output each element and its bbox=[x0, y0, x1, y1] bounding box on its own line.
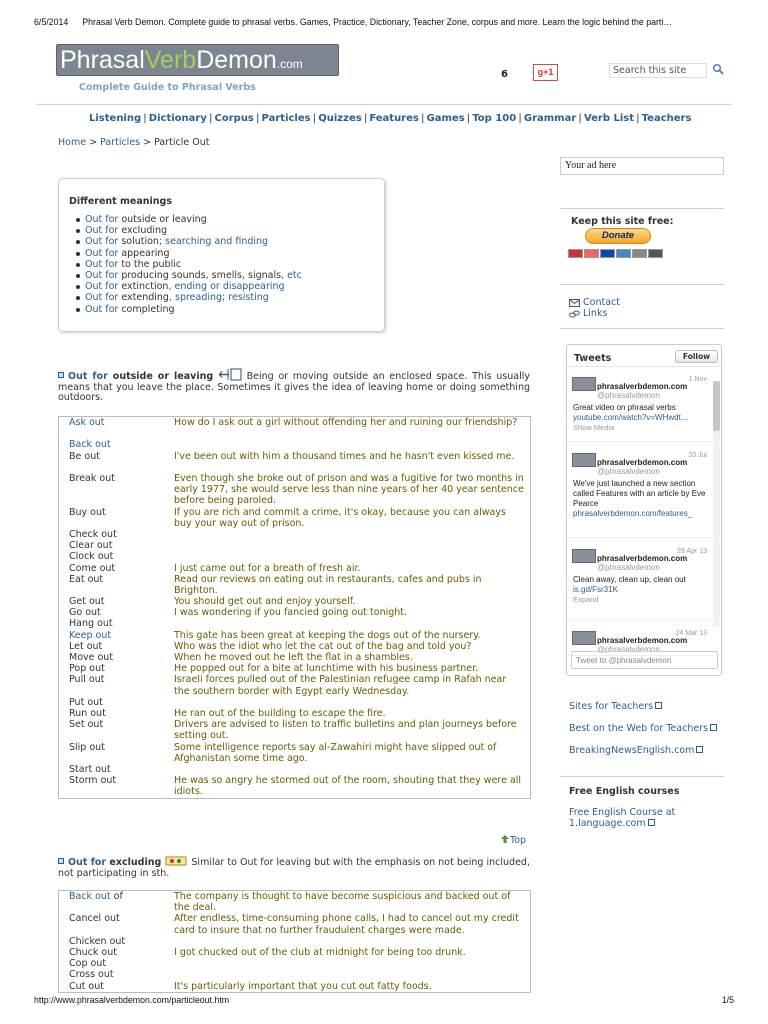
meaning-part-a: Out for bbox=[85, 258, 122, 270]
tweets-scrollbar[interactable] bbox=[713, 381, 720, 627]
phrasal-verb bbox=[59, 697, 174, 708]
meaning-part-a: Out for bbox=[85, 270, 122, 282]
verb-row bbox=[59, 663, 530, 674]
tweet-handle: @phrasalvdemon bbox=[597, 645, 660, 654]
card-icon bbox=[584, 249, 599, 258]
section-description: Being or moving outside an enclosed space. This usually means that you leave the place. Sometimes it gives the idea of leaving home or doing something outdoors. bbox=[58, 371, 530, 404]
tweet-handle: @phrasalvdemon bbox=[597, 563, 660, 572]
avatar bbox=[572, 549, 596, 563]
free-course-link[interactable] bbox=[569, 807, 719, 829]
site-logo[interactable] bbox=[56, 44, 339, 76]
verb-label: Storm out bbox=[69, 775, 117, 787]
tweet-date: 24 Mar 13 bbox=[675, 630, 707, 637]
example-sentence: I just came out for a breath of fresh air. bbox=[174, 562, 361, 574]
verb-row bbox=[59, 775, 530, 797]
nav-separator: | bbox=[636, 113, 640, 124]
sidebar-divider bbox=[560, 284, 724, 285]
verb-row bbox=[59, 563, 530, 574]
verb-row bbox=[59, 981, 530, 992]
nav-item-dictionary[interactable]: Dictionary bbox=[148, 113, 207, 124]
teacher-link[interactable] bbox=[569, 745, 729, 756]
tweet-item[interactable] bbox=[567, 448, 713, 538]
verb-row bbox=[59, 529, 530, 540]
verb-row bbox=[59, 473, 530, 507]
phrasal-verb bbox=[59, 618, 174, 629]
search-icon[interactable] bbox=[712, 63, 724, 75]
meaning-item[interactable] bbox=[85, 248, 384, 259]
meaning-item[interactable] bbox=[85, 292, 384, 303]
teacher-link-label: Sites for Teachers bbox=[569, 701, 654, 712]
sidebar-divider bbox=[560, 328, 724, 329]
visa-icon bbox=[600, 249, 615, 258]
example-sentence: I got chucked out of the club at midnight for being too drunk. bbox=[174, 946, 466, 958]
breadcrumb-separator: > bbox=[140, 137, 155, 148]
verb-label: Run out bbox=[69, 707, 106, 719]
meaning-part-b: to the public bbox=[121, 258, 182, 270]
twitter-widget-header bbox=[567, 345, 721, 367]
verb-row bbox=[59, 607, 530, 618]
phrasal-verb bbox=[59, 529, 174, 540]
print-footer bbox=[34, 995, 734, 1005]
meaning-part-c: , spreading; resisting bbox=[168, 292, 269, 304]
meaning-part-b: outside or leaving bbox=[121, 214, 207, 225]
verb-row bbox=[59, 618, 530, 629]
header-divider bbox=[37, 104, 731, 105]
verb-label: Back out bbox=[69, 439, 111, 451]
sidebar-divider bbox=[560, 776, 724, 777]
verb-label: Clock out bbox=[69, 551, 114, 563]
phrasal-verb bbox=[59, 507, 174, 529]
example-sentence bbox=[174, 958, 524, 969]
tweet-date: 28 Apr 13 bbox=[677, 548, 707, 555]
tweets-title: Tweets bbox=[574, 353, 612, 364]
tweet-text: Great video on phrasal verbs bbox=[573, 403, 676, 412]
phrasal-verb bbox=[59, 540, 174, 551]
print-header bbox=[34, 17, 744, 27]
verb-label: Hang out bbox=[69, 618, 113, 630]
excluding-icon bbox=[164, 854, 188, 867]
phrasal-verb bbox=[59, 981, 174, 992]
phrasal-verb[interactable] bbox=[59, 417, 174, 439]
tweet-author-name[interactable]: phrasalverbdemon.com bbox=[597, 382, 688, 391]
gplus-button[interactable]: g+1 bbox=[533, 64, 558, 81]
external-link-icon bbox=[655, 702, 662, 709]
verb-row bbox=[59, 891, 530, 913]
meaning-part-a: Out for bbox=[85, 281, 122, 293]
verb-label: Buy out bbox=[69, 506, 106, 518]
example-sentence bbox=[174, 618, 524, 629]
verb-label: Be out bbox=[69, 450, 100, 462]
breadcrumb-home[interactable]: Home bbox=[58, 137, 87, 148]
verb-row bbox=[59, 551, 530, 562]
site-tagline: Complete Guide to Phrasal Verbs bbox=[79, 82, 256, 93]
contact-label: Contact bbox=[583, 297, 620, 308]
free-course-label: Free English Course at 1.language.com bbox=[569, 807, 676, 830]
breadcrumb-particles[interactable]: Particles bbox=[100, 137, 141, 148]
example-sentence bbox=[174, 529, 524, 540]
tweet-body bbox=[573, 479, 708, 519]
example-sentence bbox=[174, 551, 524, 562]
phrasal-verb bbox=[59, 913, 174, 935]
breadcrumb bbox=[58, 137, 209, 148]
section-outside-leaving bbox=[58, 368, 530, 404]
phrasal-verb bbox=[59, 775, 174, 797]
paypal-icon bbox=[632, 249, 647, 258]
example-sentence: He ran out of the building to escape the fire. bbox=[174, 707, 386, 719]
section-meaning: excluding bbox=[106, 857, 162, 868]
verb-label: Eat out bbox=[69, 573, 104, 585]
phrasal-verb bbox=[59, 663, 174, 674]
example-sentence bbox=[174, 697, 524, 708]
verb-row bbox=[59, 947, 530, 958]
nav-item-grammar[interactable]: Grammar bbox=[523, 113, 577, 124]
section-bullet-icon bbox=[58, 372, 64, 378]
nav-separator: | bbox=[578, 113, 582, 124]
phrasal-verb bbox=[59, 574, 174, 596]
section-keyword: Out for bbox=[68, 857, 107, 868]
meanings-title: Different meanings bbox=[69, 196, 173, 207]
verb-label: Go out bbox=[69, 607, 101, 619]
verb-label: Start out bbox=[69, 763, 111, 775]
external-link-icon bbox=[648, 819, 655, 826]
mastercard-icon bbox=[568, 249, 583, 258]
nav-separator: | bbox=[255, 113, 260, 124]
example-sentence bbox=[174, 764, 524, 775]
verb-row bbox=[59, 451, 530, 473]
meaning-part-a: Out for bbox=[85, 214, 122, 225]
verb-label: Check out bbox=[69, 528, 117, 540]
meaning-part-c: ; searching and finding bbox=[158, 236, 269, 248]
tweet-compose-input[interactable]: Tweet to @phrasalvdemon bbox=[571, 651, 718, 669]
tweet-body bbox=[573, 575, 708, 605]
meaning-part-b: extinction bbox=[121, 281, 169, 293]
print-page-number: 1/5 bbox=[721, 995, 734, 1005]
tweet-item[interactable] bbox=[567, 544, 713, 620]
nav-item-listening[interactable]: Listening bbox=[89, 113, 142, 124]
verb-label: Cancel out bbox=[69, 913, 120, 925]
follow-button[interactable]: Follow bbox=[675, 350, 718, 363]
print-url: http://www.phrasalverbdemon.com/particleout.htm bbox=[34, 995, 230, 1005]
example-sentence bbox=[174, 969, 524, 980]
nav-item-corpus[interactable]: Corpus bbox=[214, 113, 254, 124]
meaning-item[interactable] bbox=[85, 281, 384, 292]
verb-label: Let out bbox=[69, 640, 103, 652]
logo-suffix: .com bbox=[276, 57, 303, 71]
phrasal-verb bbox=[59, 563, 174, 574]
verb-label: Back out bbox=[69, 891, 111, 902]
breadcrumb-current: Particle Out bbox=[154, 137, 210, 148]
verb-row bbox=[59, 540, 530, 551]
example-sentence: He was so angry he stormed out of the room, shouting that they were all idiots. bbox=[174, 775, 522, 798]
verb-row bbox=[59, 574, 530, 596]
verb-label: Put out bbox=[69, 696, 103, 708]
verb-row bbox=[59, 439, 530, 450]
phrasal-verb bbox=[59, 764, 174, 775]
nav-separator: | bbox=[208, 113, 213, 124]
verb-table-outside-leaving bbox=[58, 416, 531, 799]
phrasal-verb bbox=[59, 473, 174, 507]
verb-label: Come out bbox=[69, 562, 116, 574]
verb-row bbox=[59, 742, 530, 764]
tweet-date: 20 Jul bbox=[688, 452, 707, 459]
phrasal-verb bbox=[59, 641, 174, 652]
phrasal-verb bbox=[59, 719, 174, 741]
phrasal-verb bbox=[59, 708, 174, 719]
tweet-author-name[interactable]: phrasalverbdemon.com bbox=[597, 554, 688, 563]
meaning-part-c: , etc bbox=[281, 270, 302, 282]
meaning-part-a: Out for bbox=[85, 236, 122, 248]
logo-part-verb: Verb bbox=[144, 46, 197, 74]
verb-label: Slip out bbox=[69, 741, 105, 753]
verb-label: Cross out bbox=[69, 969, 114, 981]
tweet-link[interactable]: youtube.com/watch?v=WHwdt… bbox=[573, 413, 689, 422]
nav-separator: | bbox=[518, 113, 522, 124]
example-sentence: I've been out with him a thousand times and he hasn't even kissed me. bbox=[174, 450, 515, 462]
meanings-list bbox=[69, 214, 384, 315]
example-sentence: Even though she broke out of prison and was a fugitive for two months in early 1977, she would serve less than nine years of her 40 year sentence before being paroled. bbox=[174, 472, 524, 507]
nav-item-verb-list[interactable]: Verb List bbox=[583, 113, 635, 124]
back-to-top-link[interactable] bbox=[500, 834, 526, 846]
meaning-part-b: solution bbox=[121, 236, 159, 248]
verb-label: Break out bbox=[69, 472, 115, 484]
phrasal-verb bbox=[59, 742, 174, 764]
verb-label: Move out bbox=[69, 652, 114, 664]
tweet-handle: @phrasalvdemon bbox=[597, 391, 660, 400]
back-to-top-label: Top bbox=[510, 835, 527, 846]
share-count: 6 bbox=[501, 69, 508, 80]
phrasal-verb bbox=[59, 674, 174, 696]
phrasal-verb[interactable] bbox=[59, 630, 174, 641]
phrasal-verb[interactable] bbox=[59, 439, 174, 450]
meaning-item[interactable] bbox=[85, 225, 384, 236]
search-input[interactable]: Search this site bbox=[609, 63, 707, 78]
meanings-box bbox=[58, 178, 385, 332]
tweet-text: Clean away, clean up, clean out bbox=[573, 575, 686, 584]
phrasal-verb[interactable] bbox=[59, 891, 174, 913]
links-link[interactable] bbox=[569, 308, 620, 319]
example-sentence bbox=[174, 936, 524, 947]
example-sentence: It's particularly important that you cut out fatty foods. bbox=[174, 980, 432, 992]
meaning-part-c: , ending or disappearing bbox=[168, 281, 285, 293]
phrasal-verb bbox=[59, 652, 174, 663]
example-sentence: Drivers are advised to listen to traffic bulletins and plan journeys before setting out. bbox=[174, 719, 517, 742]
meaning-part-a: Out for bbox=[85, 303, 122, 315]
verb-row bbox=[59, 652, 530, 663]
nav-item-top-100[interactable]: Top 100 bbox=[472, 113, 517, 124]
scrollbar-thumb[interactable] bbox=[713, 381, 720, 431]
verb-row bbox=[59, 958, 530, 969]
ad-slot[interactable]: Your ad here bbox=[560, 157, 724, 175]
meaning-item[interactable] bbox=[85, 270, 384, 281]
verb-row bbox=[59, 913, 530, 935]
verb-row bbox=[59, 936, 530, 947]
contact-link[interactable] bbox=[569, 297, 620, 308]
verb-row bbox=[59, 764, 530, 775]
example-sentence: How do I ask out a girl without offending her and ruining our friendship? bbox=[174, 417, 518, 428]
verb-row bbox=[59, 969, 530, 980]
example-sentence: You should get out and enjoy yourself. bbox=[174, 596, 356, 608]
nav-separator: | bbox=[143, 113, 147, 124]
chain-link-icon bbox=[569, 310, 580, 318]
nav-item-quizzes[interactable]: Quizzes bbox=[318, 113, 362, 124]
verb-row bbox=[59, 417, 530, 439]
meaning-part-b: producing sounds, smells, signals bbox=[121, 270, 282, 282]
phrasal-verb bbox=[59, 947, 174, 958]
envelope-icon bbox=[569, 299, 580, 307]
section-meaning: outside or leaving bbox=[107, 371, 214, 382]
verb-label: Get out bbox=[69, 596, 105, 608]
leaving-arrow-icon bbox=[218, 368, 242, 381]
verb-row bbox=[59, 507, 530, 529]
nav-separator: | bbox=[466, 113, 471, 124]
meaning-item[interactable] bbox=[85, 214, 384, 225]
tweet-link[interactable]: is.gd/Fsr31K bbox=[573, 585, 618, 594]
meaning-part-a: Out for bbox=[85, 225, 122, 237]
meaning-part-a: Out for bbox=[85, 292, 122, 304]
external-link-icon bbox=[696, 746, 703, 753]
example-sentence: When he moved out he left the flat in a shambles. bbox=[174, 652, 413, 664]
meaning-part-b: appearing bbox=[121, 247, 170, 259]
teacher-link[interactable] bbox=[569, 701, 729, 712]
avatar bbox=[572, 453, 596, 467]
example-sentence: I was wondering if you fancied going out tonight. bbox=[174, 607, 408, 619]
tweet-action[interactable]: Expand bbox=[573, 595, 599, 604]
example-sentence: Some intelligence reports say al-Zawahiri might have slipped out of Afghanistan some time ago. bbox=[174, 741, 497, 764]
nav-separator: | bbox=[420, 113, 425, 124]
phrasal-verb bbox=[59, 451, 174, 473]
logo-part-demon: Demon bbox=[196, 46, 277, 74]
phrasal-verb bbox=[59, 596, 174, 607]
tweet-body bbox=[573, 403, 708, 433]
nav-separator: | bbox=[312, 113, 317, 124]
nav-separator: | bbox=[363, 113, 368, 124]
section-description: Similar to Out for leaving but with the emphasis on not being included, not participating in sth. bbox=[58, 857, 530, 879]
example-sentence: After endless, time-consuming phone calls, I had to cancel out my credit card to insure that no further fraudulent charges were made. bbox=[174, 913, 519, 936]
verb-label: Ask out bbox=[69, 417, 105, 428]
verb-row bbox=[59, 708, 530, 719]
logo-part-phrasal: Phrasal bbox=[60, 46, 145, 74]
phrasal-verb bbox=[59, 958, 174, 969]
verb-row bbox=[59, 596, 530, 607]
tweet-link[interactable]: phrasalverbdemon.com/features_ bbox=[573, 509, 693, 518]
nav-item-features[interactable]: Features bbox=[369, 113, 419, 124]
phrasal-verb bbox=[59, 936, 174, 947]
amex-icon bbox=[616, 249, 631, 258]
verb-table-excluding bbox=[58, 890, 531, 993]
verb-label: Pull out bbox=[69, 674, 105, 686]
teacher-link[interactable] bbox=[569, 723, 729, 734]
avatar bbox=[572, 377, 596, 391]
teacher-links bbox=[569, 701, 729, 768]
verb-label: Keep out bbox=[69, 629, 112, 641]
keep-free-label: Keep this site free: bbox=[571, 216, 674, 227]
verb-extra: of bbox=[110, 891, 123, 902]
example-sentence: He popped out for a bite at lunchtime with his business partner. bbox=[174, 663, 479, 675]
verb-row bbox=[59, 697, 530, 708]
sidebar-divider bbox=[560, 208, 724, 209]
tweet-text: We've just launched a new section called Features with an article by Eve Pearce bbox=[573, 479, 706, 508]
section-keyword: Out for bbox=[68, 371, 108, 382]
example-sentence bbox=[174, 439, 524, 450]
twitter-widget bbox=[566, 344, 722, 676]
meaning-item[interactable] bbox=[85, 304, 384, 315]
phrasal-verb bbox=[59, 969, 174, 980]
tweet-date: 1 Nov bbox=[688, 376, 707, 383]
phrasal-verb bbox=[59, 551, 174, 562]
verb-label: Set out bbox=[69, 719, 104, 731]
meaning-part-a: Out for bbox=[85, 247, 122, 259]
verb-label: Cut out bbox=[69, 980, 104, 992]
example-sentence: This gate has been great at keeping the dogs out of the nursery. bbox=[174, 629, 481, 641]
payment-cards bbox=[568, 249, 663, 258]
main-nav bbox=[89, 113, 691, 124]
verb-row bbox=[59, 719, 530, 741]
verb-label: Chuck out bbox=[69, 946, 117, 958]
nav-item-teachers[interactable]: Teachers bbox=[641, 113, 692, 124]
example-sentence: Who was the idiot who let the cat out of the bag and told you? bbox=[174, 640, 472, 652]
breadcrumb-separator: > bbox=[86, 137, 101, 148]
example-sentence: Israeli forces pulled out of the Palestinian refugee camp in Rafah near the southern border with Egypt early Wednesday. bbox=[174, 674, 507, 697]
tweet-item[interactable] bbox=[567, 372, 713, 442]
nav-item-particles[interactable]: Particles bbox=[261, 113, 311, 124]
meaning-item[interactable] bbox=[85, 236, 384, 247]
donate-button[interactable]: Donate bbox=[585, 228, 651, 244]
teacher-link-label: BreakingNewsEnglish.com bbox=[569, 745, 695, 757]
verb-row bbox=[59, 641, 530, 652]
meaning-part-b: excluding bbox=[121, 225, 168, 237]
meaning-item[interactable] bbox=[85, 259, 384, 270]
tweet-action[interactable]: Show Media bbox=[573, 423, 615, 432]
verb-label: Clear out bbox=[69, 540, 113, 552]
meaning-part-b: extending bbox=[121, 292, 169, 304]
tweet-handle: @phrasalvdemon bbox=[597, 467, 660, 476]
verb-label: Cop out bbox=[69, 958, 107, 970]
tweet-author-name[interactable]: phrasalverbdemon.com bbox=[597, 458, 688, 467]
tweet-author-name[interactable]: phrasalverbdemon.com bbox=[597, 636, 688, 645]
verb-row bbox=[59, 674, 530, 696]
links-label: Links bbox=[583, 308, 608, 320]
bank-icon bbox=[648, 249, 663, 258]
print-title: Phrasal Verb Demon. Complete guide to phrasal verbs. Games, Practice, Dictionary, Teacher Zone, corpus and more. Learn the logic behind the parti… bbox=[82, 17, 673, 27]
avatar bbox=[572, 631, 596, 645]
print-date: 6/5/2014 bbox=[34, 17, 69, 27]
up-arrow-icon bbox=[500, 834, 510, 844]
example-sentence: Read our reviews on eating out in restaurants, cafes and pubs in Brighton. bbox=[174, 573, 482, 596]
section-bullet-icon bbox=[58, 858, 64, 864]
external-link-icon bbox=[710, 724, 717, 731]
free-courses-heading: Free English courses bbox=[569, 786, 680, 797]
verb-label: Chicken out bbox=[69, 935, 126, 947]
example-sentence bbox=[174, 540, 524, 551]
section-excluding bbox=[58, 854, 530, 879]
phrasal-verb bbox=[59, 607, 174, 618]
verb-row bbox=[59, 630, 530, 641]
example-sentence: The company is thought to have become suspicious and backed out of the deal. bbox=[174, 891, 511, 914]
verb-label: Pop out bbox=[69, 663, 105, 675]
contact-links bbox=[569, 297, 620, 319]
meaning-part-b: completing bbox=[121, 303, 175, 315]
nav-item-games[interactable]: Games bbox=[426, 113, 465, 124]
teacher-link-label: Best on the Web for Teachers bbox=[569, 723, 709, 735]
example-sentence: If you are rich and commit a crime, it's okay, because you can always buy your way out of prison. bbox=[174, 506, 506, 529]
